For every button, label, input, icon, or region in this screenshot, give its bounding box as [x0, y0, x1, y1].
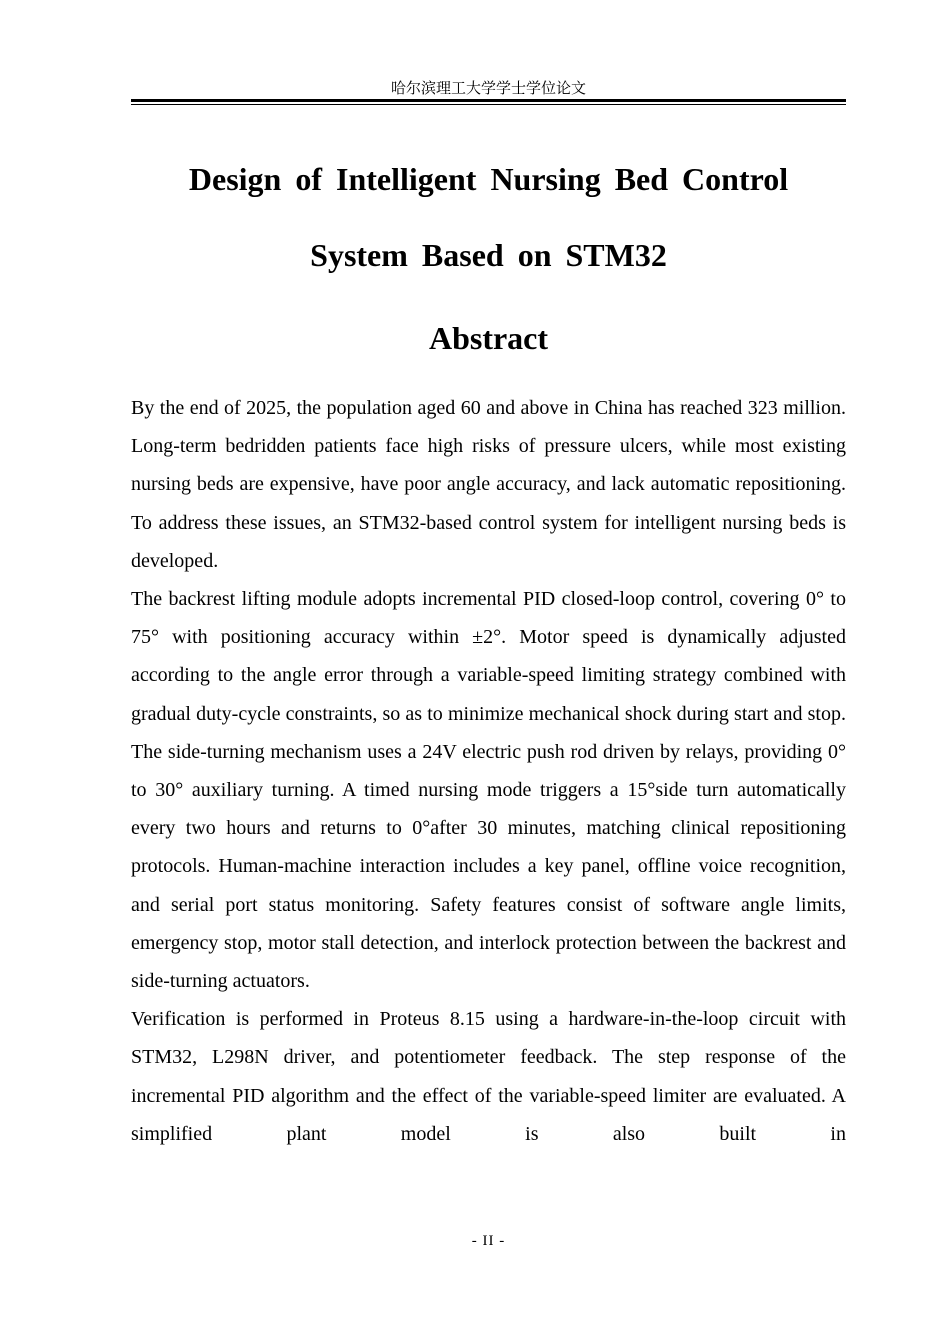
- title-line-1: Design of Intelligent Nursing Bed Control: [188, 161, 789, 197]
- abstract-body: [131, 389, 846, 1153]
- abstract-paragraph-3: Verification is performed in Proteus 8.15 using a hardware-in-the-loop circuit with STM32, L298N driver, and potentiometer feedback. The step response of the incremental PID algorithm and the effect of the variable-speed limiter are evaluated. A simplified plant model is also built in: [131, 1008, 846, 1145]
- thesis-title: [131, 141, 846, 293]
- abstract-heading: Abstract: [428, 320, 549, 356]
- abstract-paragraph-1: By the end of 2025, the population aged 60 and above in China has reached 323 million. Long-term bedridden patients face high risks of pressure ulcers, while most existing nursing beds are expensive, have poor angle accuracy, and lack automatic repositioning. To address these issues, an STM32-based control system for intelligent nursing beds is developed.: [131, 397, 846, 572]
- header-rule-thick: [131, 99, 846, 102]
- header-rule-thin: [131, 104, 846, 105]
- running-header: 哈尔滨理工大学学士学位论文: [390, 79, 586, 97]
- page-number: - II -: [471, 1233, 506, 1249]
- title-line-2: System Based on STM32: [310, 237, 667, 273]
- abstract-paragraph-2: The backrest lifting module adopts incremental PID closed-loop control, covering 0° to 75° with positioning accuracy within ±2°. Motor speed is dynamically adjusted according to the angle error through a variable-speed limiting strategy combined with gradual duty-cycle constraints, so as to minimize mechanical shock during start and stop. The side-turning mechanism uses a 24V electric push rod driven by relays, providing 0° to 30° auxiliary turning. A timed nursing mode triggers a 15°side turn automatically every two hours and returns to 0°after 30 minutes, matching clinical repositioning protocols. Human-machine interaction includes a key panel, offline voice recognition, and serial port status monitoring. Safety features consist of software angle limits, emergency stop, motor stall detection, and interlock protection between the backrest and side-turning actuators.: [131, 588, 846, 993]
